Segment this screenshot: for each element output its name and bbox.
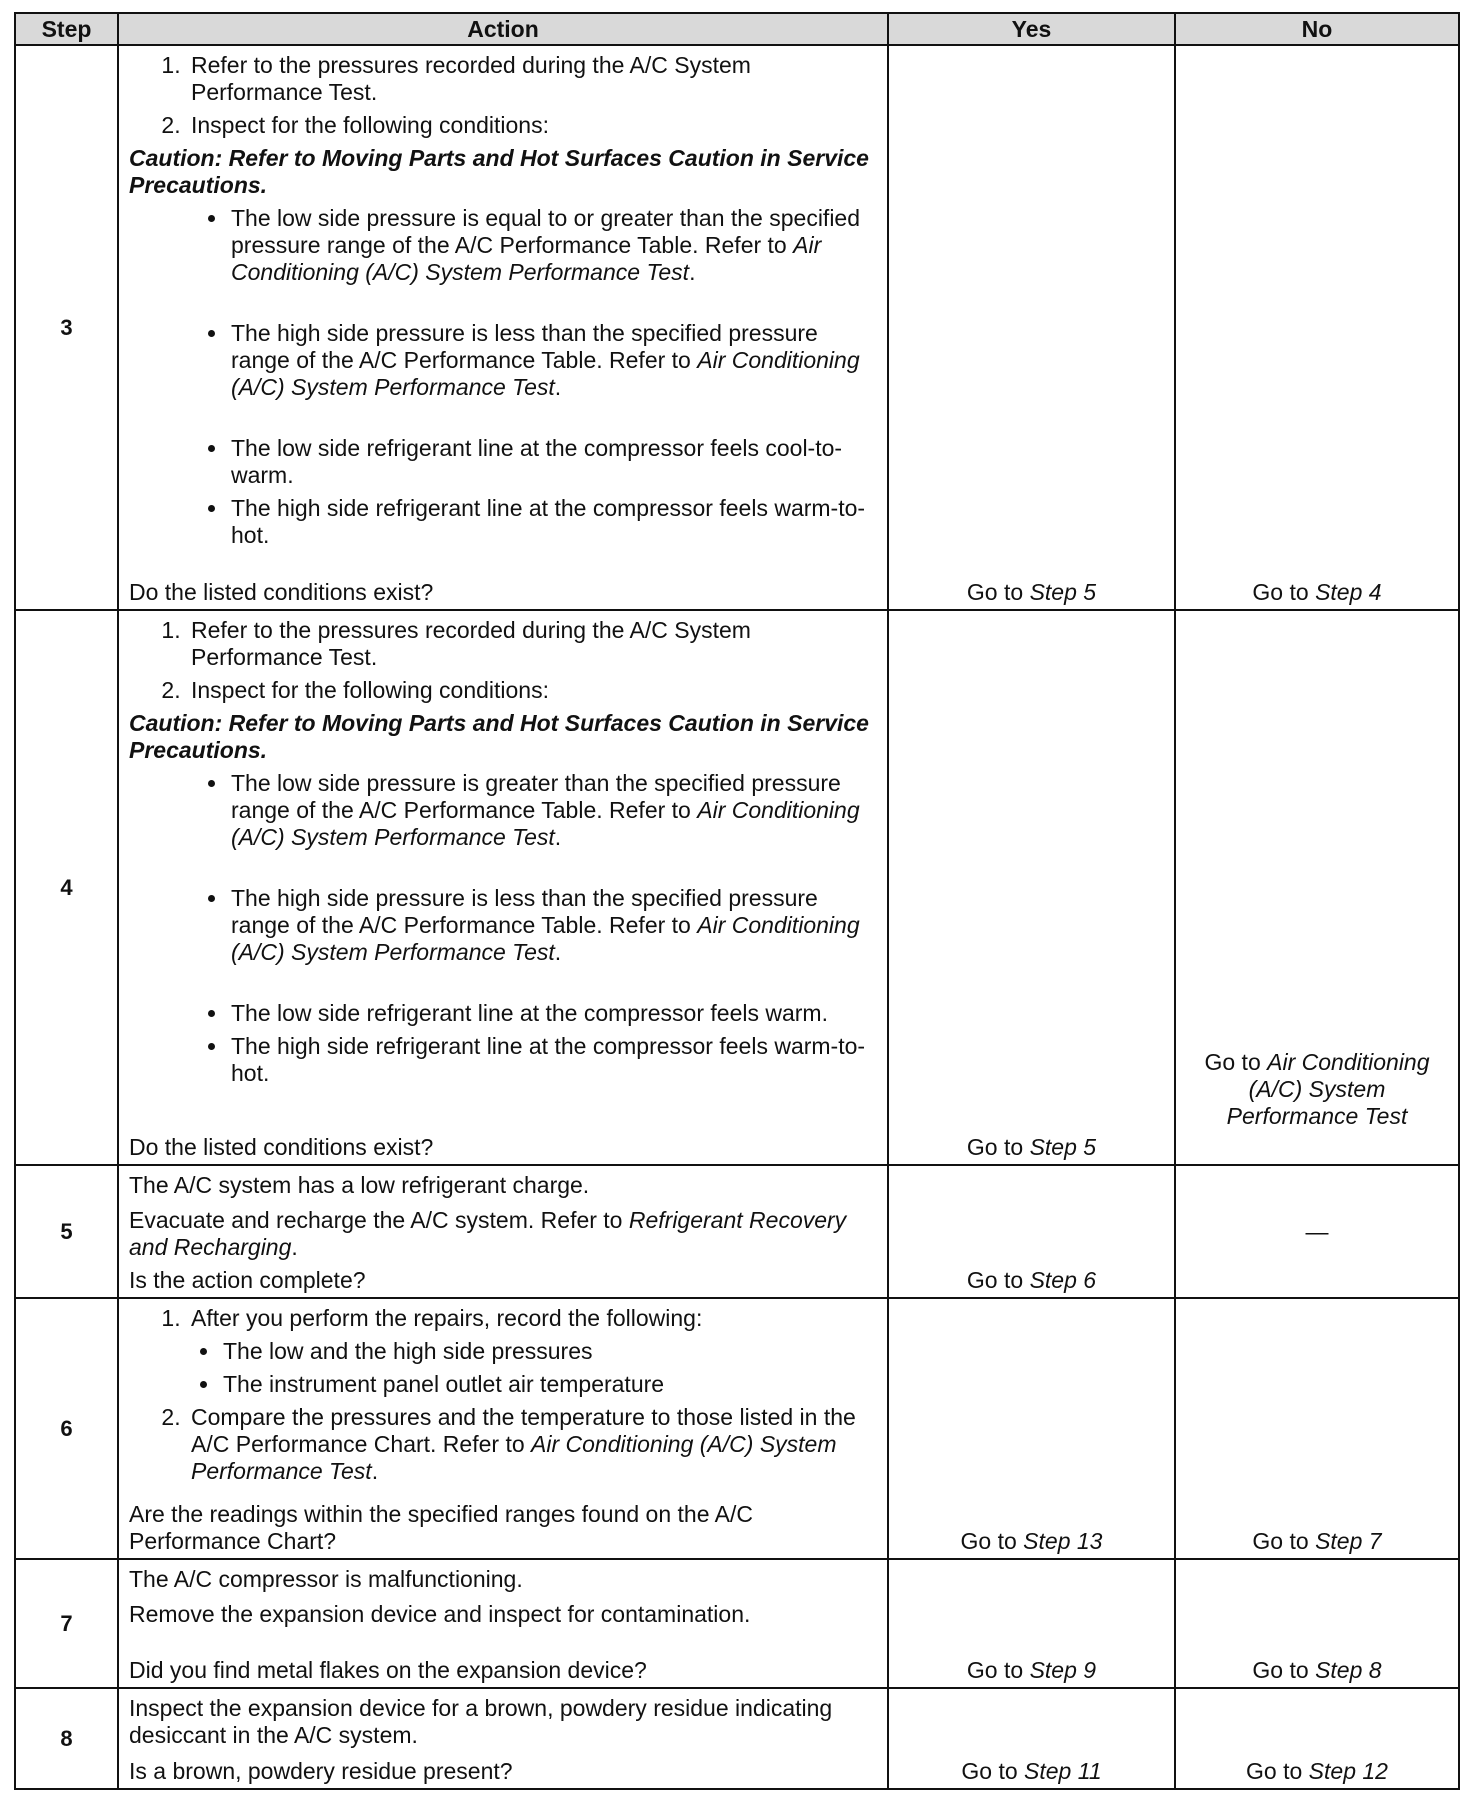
- action-cell: [118, 610, 888, 1165]
- condition-bullet: • The high side refrigerant line at the compressor feels warm-to-hot.: [229, 1033, 877, 1087]
- step-number: 5: [15, 1165, 118, 1298]
- condition-bullet: • The high side pressure is less than the specified pressure range of the A/C Performance Table. Refer to Air Conditioning (A/C) System Performance Test.: [229, 320, 877, 401]
- no-link[interactable]: Go to Step 4: [1252, 578, 1382, 605]
- step-number: 8: [15, 1688, 118, 1789]
- action-text: The A/C system has a low refrigerant charge.: [129, 1171, 590, 1198]
- condition-bullet: • The high side pressure is less than the specified pressure range of the A/C Performance Table. Refer to Air Conditioning (A/C) System Performance Test.: [229, 885, 877, 966]
- record-bullet: • The instrument panel outlet air temperature: [221, 1371, 877, 1398]
- no-link[interactable]: Go to Step 8: [1252, 1656, 1382, 1683]
- yes-link[interactable]: Go to Step 6: [966, 1267, 1097, 1294]
- no-cell: [1175, 1165, 1459, 1298]
- question-text: Is a brown, powdery residue present?: [129, 1758, 513, 1784]
- step-row-3: [15, 45, 1459, 610]
- perf-test-link[interactable]: Air Conditioning (A/C) System Performance Test: [231, 796, 860, 850]
- action-item: 2. Inspect for the following conditions:: [187, 112, 877, 139]
- action-item: 2. Inspect for the following conditions:: [187, 677, 877, 704]
- header-row: [15, 13, 1459, 45]
- action-text: The A/C compressor is malfunctioning.: [129, 1566, 523, 1593]
- no-cell: [1175, 45, 1459, 610]
- question-text: Are the readings within the specified ranges found on the A/C Performance Chart?: [129, 1501, 753, 1555]
- action-cell: [118, 45, 888, 610]
- action-cell: [118, 1165, 888, 1298]
- perf-test-link[interactable]: Air Conditioning (A/C) System Performance Test: [231, 347, 860, 400]
- no-cell: [1175, 610, 1459, 1165]
- header-yes: Yes: [888, 13, 1175, 45]
- yes-link[interactable]: Go to Step 5: [966, 578, 1097, 605]
- caution-note: Caution: Refer to Moving Parts and Hot Surfaces Caution in Service Precautions.: [129, 709, 869, 763]
- step-number: 7: [15, 1559, 118, 1687]
- condition-bullet: • The low side pressure is equal to or greater than the specified pressure range of the A/C Performance Table. Refer to Air Conditioning (A/C) System Performance Test.: [229, 205, 877, 286]
- step-row-7: [15, 1559, 1459, 1687]
- action-cell: [118, 1298, 888, 1559]
- yes-cell: [888, 1559, 1175, 1687]
- header-no: No: [1175, 13, 1459, 45]
- diagnostic-table: [14, 12, 1460, 1790]
- yes-link[interactable]: Go to Step 5: [966, 1133, 1097, 1160]
- question-text: Do the listed conditions exist?: [129, 578, 434, 605]
- action-item: 1. After you perform the repairs, record the following: • The low and the high side pressures • The instrument panel outlet air temperature: [187, 1305, 877, 1398]
- step-row-8: [15, 1688, 1459, 1789]
- yes-cell: [888, 610, 1175, 1165]
- no-dash: —: [1305, 1218, 1329, 1245]
- step-row-6: [15, 1298, 1459, 1559]
- condition-bullet: • The low side refrigerant line at the compressor feels warm.: [229, 1000, 877, 1027]
- no-cell: [1175, 1298, 1459, 1559]
- action-text: Evacuate and recharge the A/C system. Refer to Refrigerant Recovery and Recharging.: [129, 1206, 847, 1260]
- record-bullet: • The low and the high side pressures: [221, 1338, 877, 1365]
- no-cell: [1175, 1688, 1459, 1789]
- step-number: 4: [15, 610, 118, 1165]
- condition-bullet: • The low side pressure is greater than the specified pressure range of the A/C Performance Table. Refer to Air Conditioning (A/C) System Performance Test.: [229, 770, 877, 851]
- action-item: 1. Refer to the pressures recorded during the A/C System Performance Test.: [187, 52, 877, 106]
- yes-link[interactable]: Go to Step 13: [960, 1528, 1103, 1555]
- action-cell: [118, 1688, 888, 1789]
- action-cell: [118, 1559, 888, 1687]
- header-action: Action: [118, 13, 888, 45]
- header-step: Step: [15, 13, 118, 45]
- no-cell: [1175, 1559, 1459, 1687]
- question-text: Is the action complete?: [129, 1267, 366, 1294]
- perf-test-link[interactable]: Air Conditioning (A/C) System Performance Test: [231, 911, 860, 965]
- question-text: Do the listed conditions exist?: [129, 1133, 434, 1160]
- no-link[interactable]: Go to Step 12: [1246, 1758, 1388, 1784]
- yes-cell: [888, 1298, 1175, 1559]
- no-link[interactable]: Go to Air Conditioning (A/C) System Performance Test: [1204, 1048, 1430, 1129]
- action-item: 1. Refer to the pressures recorded during the A/C System Performance Test.: [187, 617, 877, 671]
- condition-bullet: • The high side refrigerant line at the compressor feels warm-to-hot.: [229, 495, 877, 549]
- action-text: Remove the expansion device and inspect for contamination.: [129, 1601, 751, 1628]
- step-number: 3: [15, 45, 118, 610]
- yes-link[interactable]: Go to Step 9: [966, 1656, 1097, 1683]
- question-text: Did you find metal flakes on the expansion device?: [129, 1656, 647, 1683]
- no-link[interactable]: Go to Step 7: [1252, 1528, 1382, 1555]
- caution-note: Caution: Refer to Moving Parts and Hot Surfaces Caution in Service Precautions.: [129, 145, 869, 198]
- perf-test-link[interactable]: Air Conditioning (A/C) System Performance Test: [191, 1431, 837, 1485]
- action-item: 2. Compare the pressures and the temperature to those listed in the A/C Performance Chart. Refer to Air Conditioning (A/C) System Performance Test.: [187, 1404, 877, 1485]
- action-text: Inspect the expansion device for a brown, powdery residue indicating desiccant in the A/C system.: [129, 1694, 833, 1748]
- yes-cell: [888, 1688, 1175, 1789]
- step-row-4: [15, 610, 1459, 1165]
- step-number: 6: [15, 1298, 118, 1559]
- yes-cell: [888, 45, 1175, 610]
- perf-test-link[interactable]: Air Conditioning (A/C) System Performance Test: [231, 232, 822, 285]
- recharge-link[interactable]: Refrigerant Recovery and Recharging: [129, 1206, 847, 1260]
- condition-bullet: • The low side refrigerant line at the compressor feels cool-to-warm.: [229, 435, 877, 489]
- yes-link[interactable]: Go to Step 11: [961, 1758, 1102, 1784]
- step-row-5: [15, 1165, 1459, 1298]
- yes-cell: [888, 1165, 1175, 1298]
